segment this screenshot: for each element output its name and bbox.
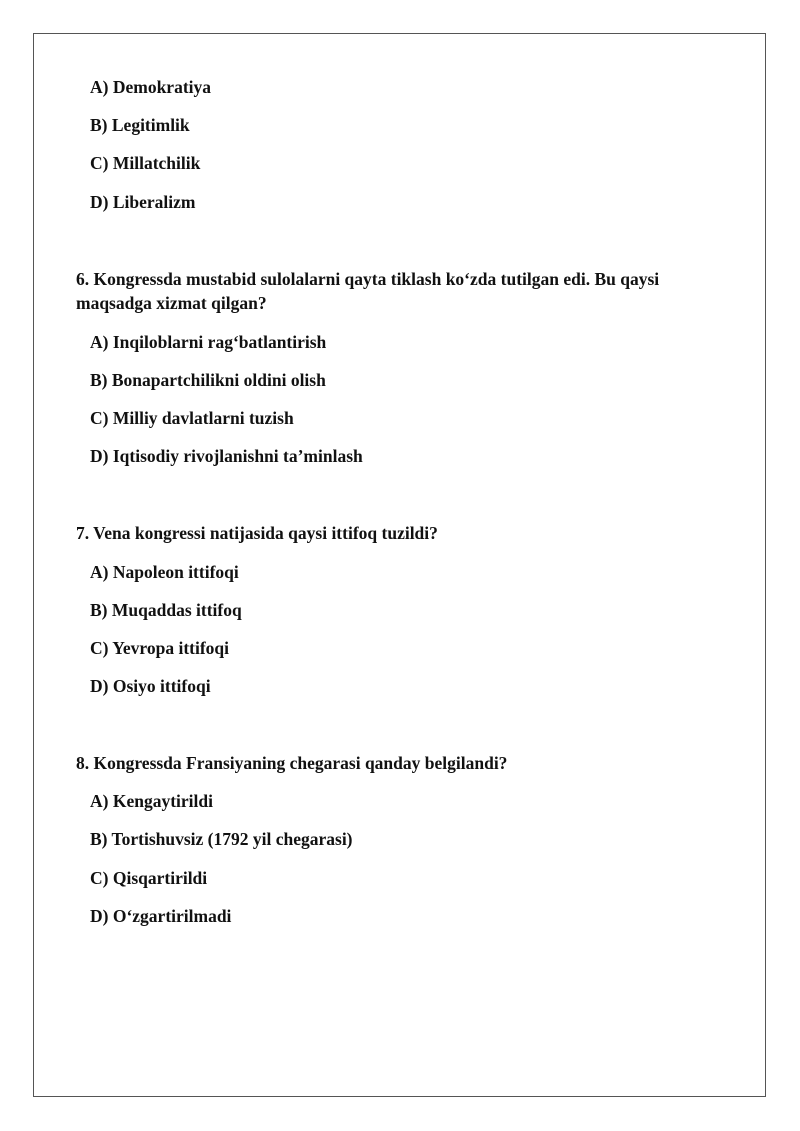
option-5d: D) Liberalizm (90, 192, 196, 212)
option-5c: C) Millatchilik (90, 153, 201, 173)
option-7b: B) Muqaddas ittifoq (90, 600, 242, 620)
option-8d: D) O‘zgartirilmadi (90, 906, 232, 926)
option-6b: B) Bonapartchilikni oldini olish (90, 370, 326, 390)
question-6-text-line2: maqsadga xizmat qilgan? (76, 293, 267, 313)
option-6d: D) Iqtisodiy rivojlanishni ta’minlash (90, 446, 363, 466)
option-8a: A) Kengaytirildi (90, 791, 213, 811)
option-7c: C) Yevropa ittifoqi (90, 638, 230, 658)
option-8b: B) Tortishuvsiz (1792 yil chegarasi) (90, 829, 353, 849)
question-8-text: 8. Kongressda Fransiyaning chegarasi qanday belgilandi? (76, 753, 508, 773)
question-7-text: 7. Vena kongressi natijasida qaysi ittifoq tuzildi? (76, 523, 438, 543)
question-6-text: 6. Kongressda mustabid sulolalarni qayta tiklash ko‘zda tutilgan edi. Bu qaysi (76, 269, 660, 289)
option-7a: A) Napoleon ittifoqi (90, 562, 239, 582)
option-5a: A) Demokratiya (90, 77, 212, 97)
option-7d: D) Osiyo ittifoqi (90, 676, 211, 696)
option-6c: C) Milliy davlatlarni tuzish (90, 408, 294, 428)
option-6a: A) Inqiloblarni rag‘batlantirish (90, 332, 327, 352)
option-8c: C) Qisqartirildi (90, 868, 208, 888)
option-5b: B) Legitimlik (90, 115, 190, 135)
